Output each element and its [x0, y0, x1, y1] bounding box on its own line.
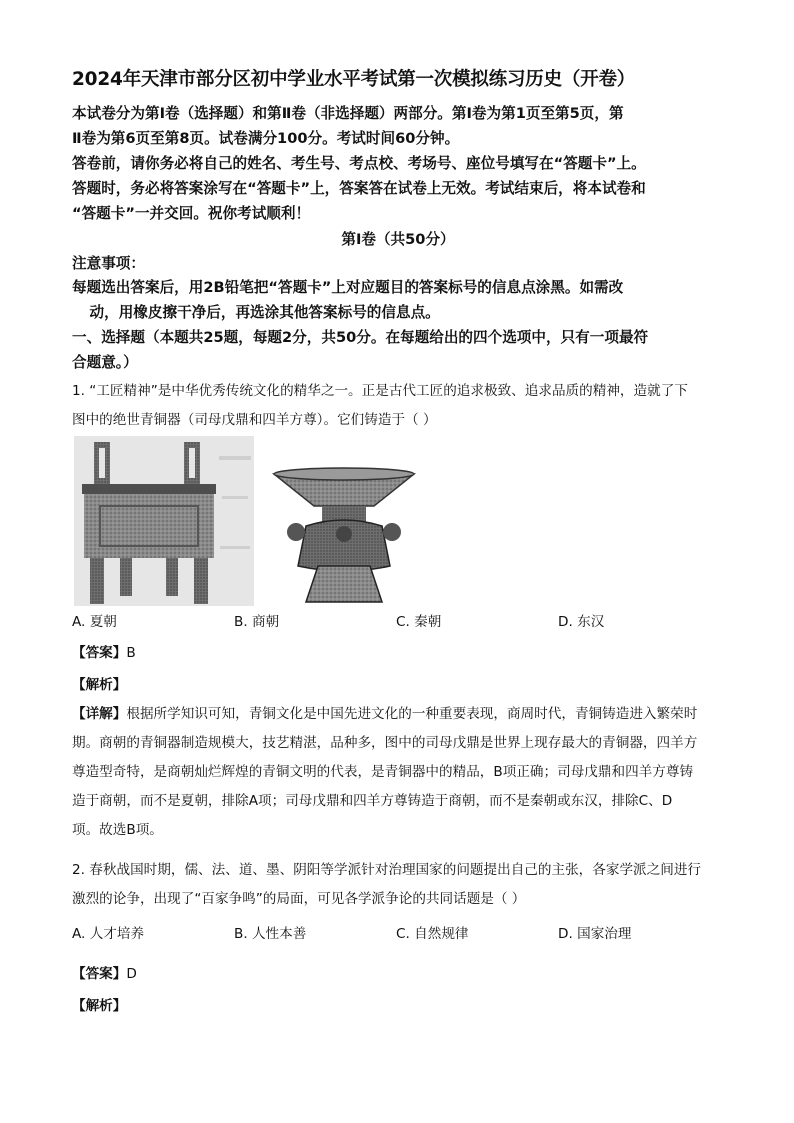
option-d[interactable]: D. 国家治理 — [558, 926, 632, 942]
instruction-line: 答题时，务必将答案涂写在“答题卡”上，答案答在试卷上无效。考试结束后，将本试卷和 — [72, 180, 646, 197]
option-a[interactable]: A. 夏朝 — [72, 614, 117, 630]
exam-instructions — [72, 101, 724, 226]
answer-tag: 【答案】 — [72, 645, 127, 661]
detail-line — [72, 700, 724, 729]
notice-title: 注意事项： — [72, 255, 145, 272]
detail-tag: 【详解】 — [72, 706, 127, 722]
analysis-tag: 【解析】 — [72, 998, 127, 1014]
notice-line: 动，用橡皮擦干净后，再选涂其他答案标号的信息点。 — [89, 304, 440, 321]
detail-line: 尊造型奇特，是商朝灿烂辉煌的青铜文明的代表，是青铜器中的精品，B项正确；司母戊鼎和四羊方尊铸 — [72, 764, 694, 780]
analysis-tag: 【解析】 — [72, 677, 127, 693]
stem-line: 图中的绝世青铜器（司母戊鼎和四羊方尊）。它们铸造于（ ） — [72, 412, 437, 428]
question-2-answer — [72, 962, 137, 982]
option-c[interactable]: C. 秦朝 — [396, 614, 442, 630]
answer-tag: 【答案】 — [72, 966, 127, 982]
page-title: 2024年天津市部分区初中学业水平考试第一次模拟练习历史（开卷） — [72, 69, 636, 90]
instruction-line: “答题卡”一并交回。祝你考试顺利！ — [72, 205, 311, 222]
section-header: 第Ⅰ卷（共50分） — [341, 231, 455, 248]
stem-line: 2. 春秋战国时期，儒、法、道、墨、阴阳等学派针对治理国家的问题提出自己的主张，各家学派之间进行 — [72, 862, 702, 878]
bronze-artifacts-figure — [74, 436, 434, 606]
question-1-answer — [72, 641, 136, 661]
detail-text: 根据所学知识可知，青铜文化是中国先进文化的一种重要表现，商周时代，青铜铸造进入繁荣时 — [126, 706, 698, 722]
simuwu-ding-image — [74, 436, 254, 606]
detail-line: 期。商朝的青铜器制造规模大，技艺精湛，品种多，图中的司母戊鼎是世界上现存最大的青铜器，四羊方 — [72, 735, 698, 751]
part1-line: 合题意。） — [72, 354, 138, 371]
instruction-line: 本试卷分为第Ⅰ卷（选择题）和第Ⅱ卷（非选择题）两部分。第Ⅰ卷为第1页至第5页，第 — [72, 105, 624, 122]
option-b[interactable]: B. 商朝 — [234, 614, 280, 630]
answer-value: B — [126, 645, 136, 661]
option-a[interactable]: A. 人才培养 — [72, 926, 145, 942]
notice-line: 每题选出答案后，用2B铅笔把“答题卡”上对应题目的答案标号的信息点涂黑。如需改 — [72, 279, 624, 296]
question-1-analysis-tag — [72, 673, 126, 693]
answer-value: D — [126, 966, 137, 982]
option-b[interactable]: B. 人性本善 — [234, 926, 307, 942]
question-2-analysis-tag — [72, 994, 126, 1014]
question-2-stem — [72, 856, 724, 914]
question-1-detail — [72, 700, 724, 845]
option-d[interactable]: D. 东汉 — [558, 614, 605, 630]
four-ram-zun-image — [274, 468, 414, 602]
option-c[interactable]: C. 自然规律 — [396, 926, 469, 942]
instruction-line: Ⅱ卷为第6页至第8页。试卷满分100分。考试时间60分钟。 — [72, 130, 460, 147]
part1-line: 一、选择题（本题共25题，每题2分，共50分。在每题给出的四个选项中，只有一项最符 — [72, 329, 649, 346]
detail-line: 造于商朝，而不是夏朝，排除A项；司母戊鼎和四羊方尊铸造于商朝，而不是秦朝或东汉，排除C、D — [72, 793, 673, 809]
detail-line: 项。故选B项。 — [72, 822, 163, 838]
notice — [72, 275, 724, 325]
stem-line: 激烈的论争，出现了“百家争鸣”的局面，可见各学派争论的共同话题是（ ） — [72, 891, 526, 907]
instruction-line: 答卷前，请你务必将自己的姓名、考生号、考点校、考场号、座位号填写在“答题卡”上。 — [72, 155, 646, 172]
question-1-stem — [72, 377, 724, 435]
part1-header — [72, 325, 724, 375]
stem-line: 1. “工匠精神”是中华优秀传统文化的精华之一。正是古代工匠的追求极致、追求品质的精神，造就了下 — [72, 383, 688, 399]
